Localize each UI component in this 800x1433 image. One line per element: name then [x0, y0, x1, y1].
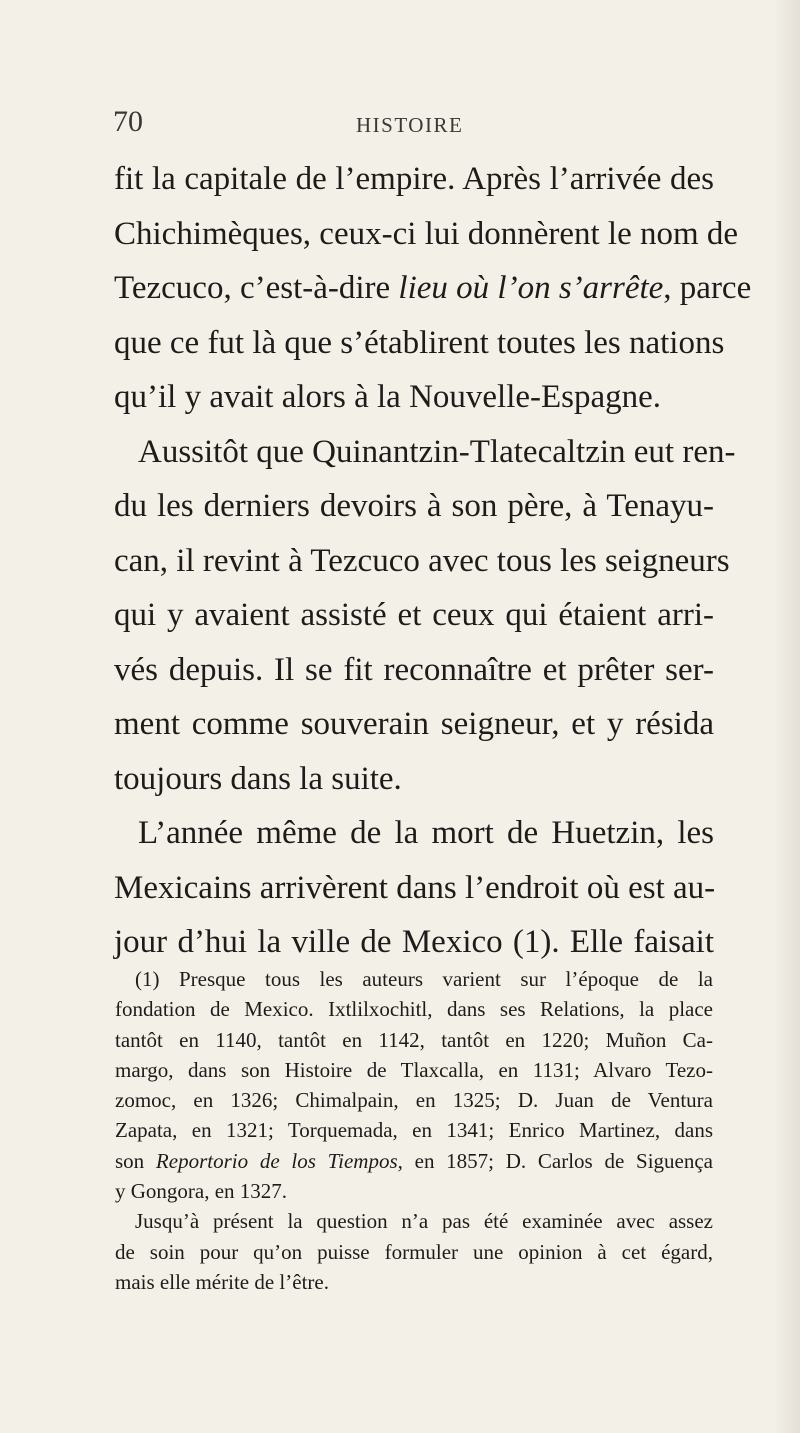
text-segment: , en 1857; D. Carlos de Siguença — [397, 1148, 713, 1173]
text-line: fit la capitale de l’empire. Après l’arrivée des — [114, 161, 714, 197]
footnote-line: tantôt en 1140, tantôt en 1142, tantôt en 1220; Muñon Ca- — [115, 1027, 713, 1052]
footnote-line: (1) Presque tous les auteurs varient sur l’époque de la — [135, 967, 713, 991]
text-line: can, il revint à Tezcuco avec tous les seigneurs — [114, 542, 730, 579]
main-text — [114, 152, 752, 970]
footnote-line: fondation de Mexico. Ixtlilxochitl, dans ses Relations, la place — [115, 997, 713, 1022]
footnote-line: margo, dans son Histoire de Tlaxcalla, en 1131; Alvaro Tezo- — [115, 1057, 713, 1082]
text-line: ment comme souverain seigneur, et y résida — [114, 706, 714, 742]
footnote-line — [115, 1146, 713, 1176]
footnote-line: y Gongora, en 1327. — [115, 1179, 288, 1204]
text-line: jour d’hui la ville de Mexico (1). Elle faisait — [114, 924, 714, 960]
text-line: qu’il y avait alors à la Nouvelle-Espagne. — [114, 379, 662, 415]
text-line: qui y avaient assisté et ceux qui étaient arri- — [114, 597, 714, 633]
page-header — [113, 105, 713, 145]
paragraph-start: Aussitôt que Quinantzin-Tlatecaltzin eut ren- — [138, 433, 736, 470]
footnote-line: Jusqu’à présent la question n’a pas été examinée avec assez — [135, 1209, 713, 1234]
footnote-line: zomoc, en 1326; Chimalpain, en 1325; D. Juan de Ventura — [115, 1088, 713, 1113]
footnote-line: mais elle mérite de l’être. — [115, 1269, 329, 1294]
text-line — [114, 261, 752, 316]
italic-title: Reportorio de los Tiempos — [155, 1148, 398, 1173]
text-line: vés depuis. Il se fit reconnaître et prêter ser- — [114, 651, 714, 688]
text-segment: Tezcuco, c’est-à-dire — [114, 270, 399, 306]
page-number: 70 — [113, 105, 143, 138]
italic-phrase: lieu où l’on s’arrête — [398, 270, 664, 306]
text-segment: , parce — [663, 270, 752, 306]
footnote-block — [115, 964, 713, 1297]
text-line: Chichimèques, ceux-ci lui donnèrent le nom de — [114, 215, 739, 252]
text-line: du les derniers devoirs à son père, à Tenayu- — [114, 488, 714, 524]
text-line: toujours dans la suite. — [114, 760, 402, 797]
footnote-line: de soin pour qu’on puisse formuler une opinion à cet égard, — [115, 1239, 713, 1264]
text-line: Mexicains arrivèrent dans l’endroit où est au- — [114, 869, 716, 906]
page-edge-shadow — [774, 0, 800, 1433]
footnote-line: Zapata, en 1321; Torquemada, en 1341; Enrico Martinez, dans — [115, 1118, 713, 1143]
running-head: HISTOIRE — [356, 113, 464, 137]
paragraph-start: L’année même de la mort de Huetzin, les — [138, 815, 714, 851]
text-line: que ce fut là que s’établirent toutes les nations — [114, 324, 725, 361]
text-segment: son — [115, 1148, 156, 1173]
